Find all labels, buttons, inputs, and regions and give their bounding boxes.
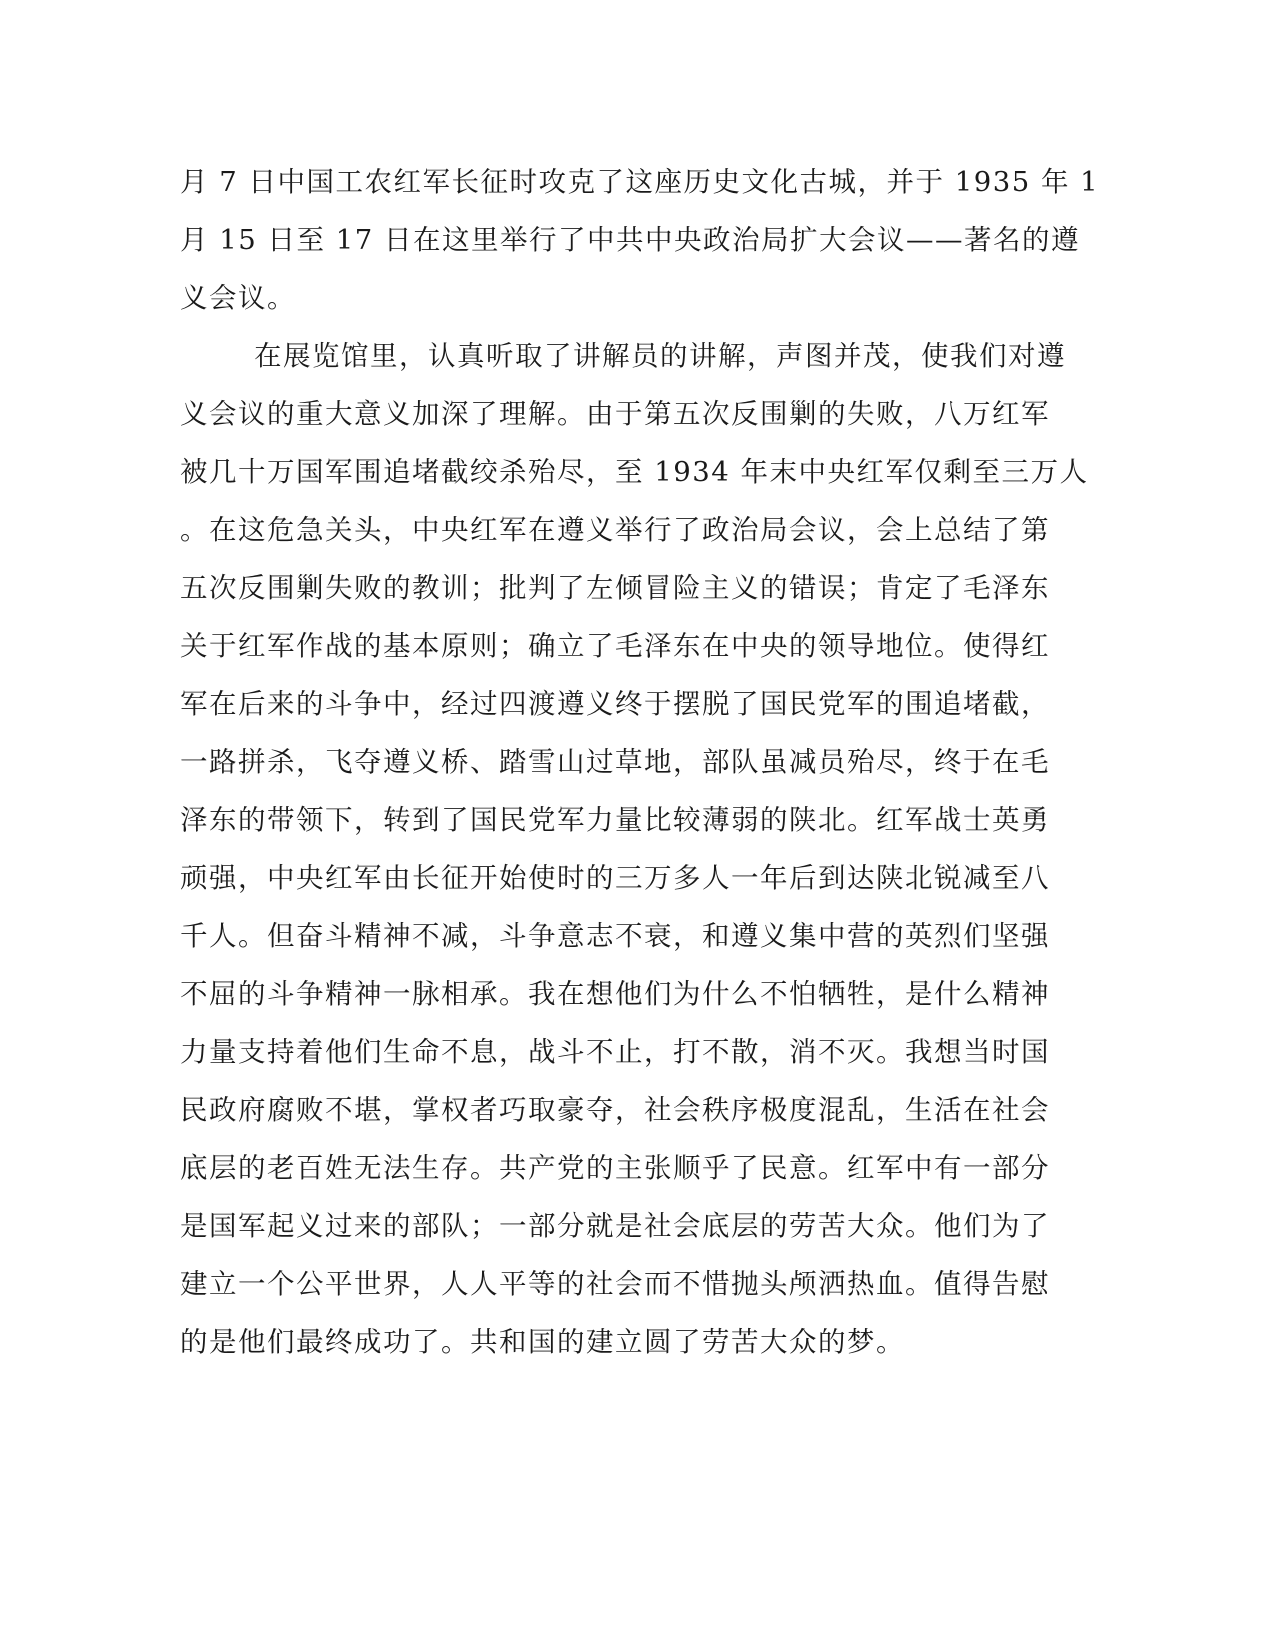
text-line: 不屈的斗争精神一脉相承。我在想他们为什么不怕牺牲，是什么精神 [180, 978, 1050, 1010]
text-line: 的是他们最终成功了。共和国的建立圆了劳苦大众的梦。 [180, 1326, 905, 1358]
text-line: 顽强，中央红军由长征开始使时的三万多人一年后到达陕北锐减至八 [180, 862, 1050, 894]
text-line: 泽东的带领下，转到了国民党军力量比较薄弱的陕北。红军战士英勇 [180, 804, 1050, 836]
text-line: 千人。但奋斗精神不减，斗争意志不衰，和遵义集中营的英烈们坚强 [180, 920, 1050, 952]
text-line: 。在这危急关头，中央红军在遵义举行了政治局会议，会上总结了第 [180, 514, 1050, 546]
text-line: 底层的老百姓无法生存。共产党的主张顺乎了民意。红军中有一部分 [180, 1152, 1050, 1184]
text-line: 月 7 日中国工农红军长征时攻克了这座历史文化古城，并于 1935 年 1 [180, 166, 1100, 198]
text-line: 被几十万国军围追堵截绞杀殆尽，至 1934 年末中央红军仅剩至三万人 [180, 456, 1089, 488]
text-line: 月 15 日至 17 日在这里举行了中共中央政治局扩大会议——著名的遵 [180, 224, 1080, 256]
text-line: 建立一个公平世界，人人平等的社会而不惜抛头颅洒热血。值得告慰 [180, 1268, 1050, 1300]
text-line: 义会议。 [180, 282, 296, 314]
text-line: 义会议的重大意义加深了理解。由于第五次反围剿的失败，八万红军 [180, 398, 1050, 430]
text-line: 是国军起义过来的部队；一部分就是社会底层的劳苦大众。他们为了 [180, 1210, 1050, 1242]
paragraph-first-line: 在展览馆里，认真听取了讲解员的讲解，声图并茂，使我们对遵 [254, 340, 1066, 372]
text-line: 一路拼杀，飞夺遵义桥、踏雪山过草地，部队虽减员殆尽，终于在毛 [180, 746, 1050, 778]
text-line: 军在后来的斗争中，经过四渡遵义终于摆脱了国民党军的围追堵截， [180, 688, 1050, 720]
text-line: 关于红军作战的基本原则；确立了毛泽东在中央的领导地位。使得红 [180, 630, 1050, 662]
text-line: 民政府腐败不堪，掌权者巧取豪夺，社会秩序极度混乱，生活在社会 [180, 1094, 1050, 1126]
text-line: 五次反围剿失败的教训；批判了左倾冒险主义的错误；肯定了毛泽东 [180, 572, 1050, 604]
text-line: 力量支持着他们生命不息，战斗不止，打不散，消不灭。我想当时国 [180, 1036, 1050, 1068]
